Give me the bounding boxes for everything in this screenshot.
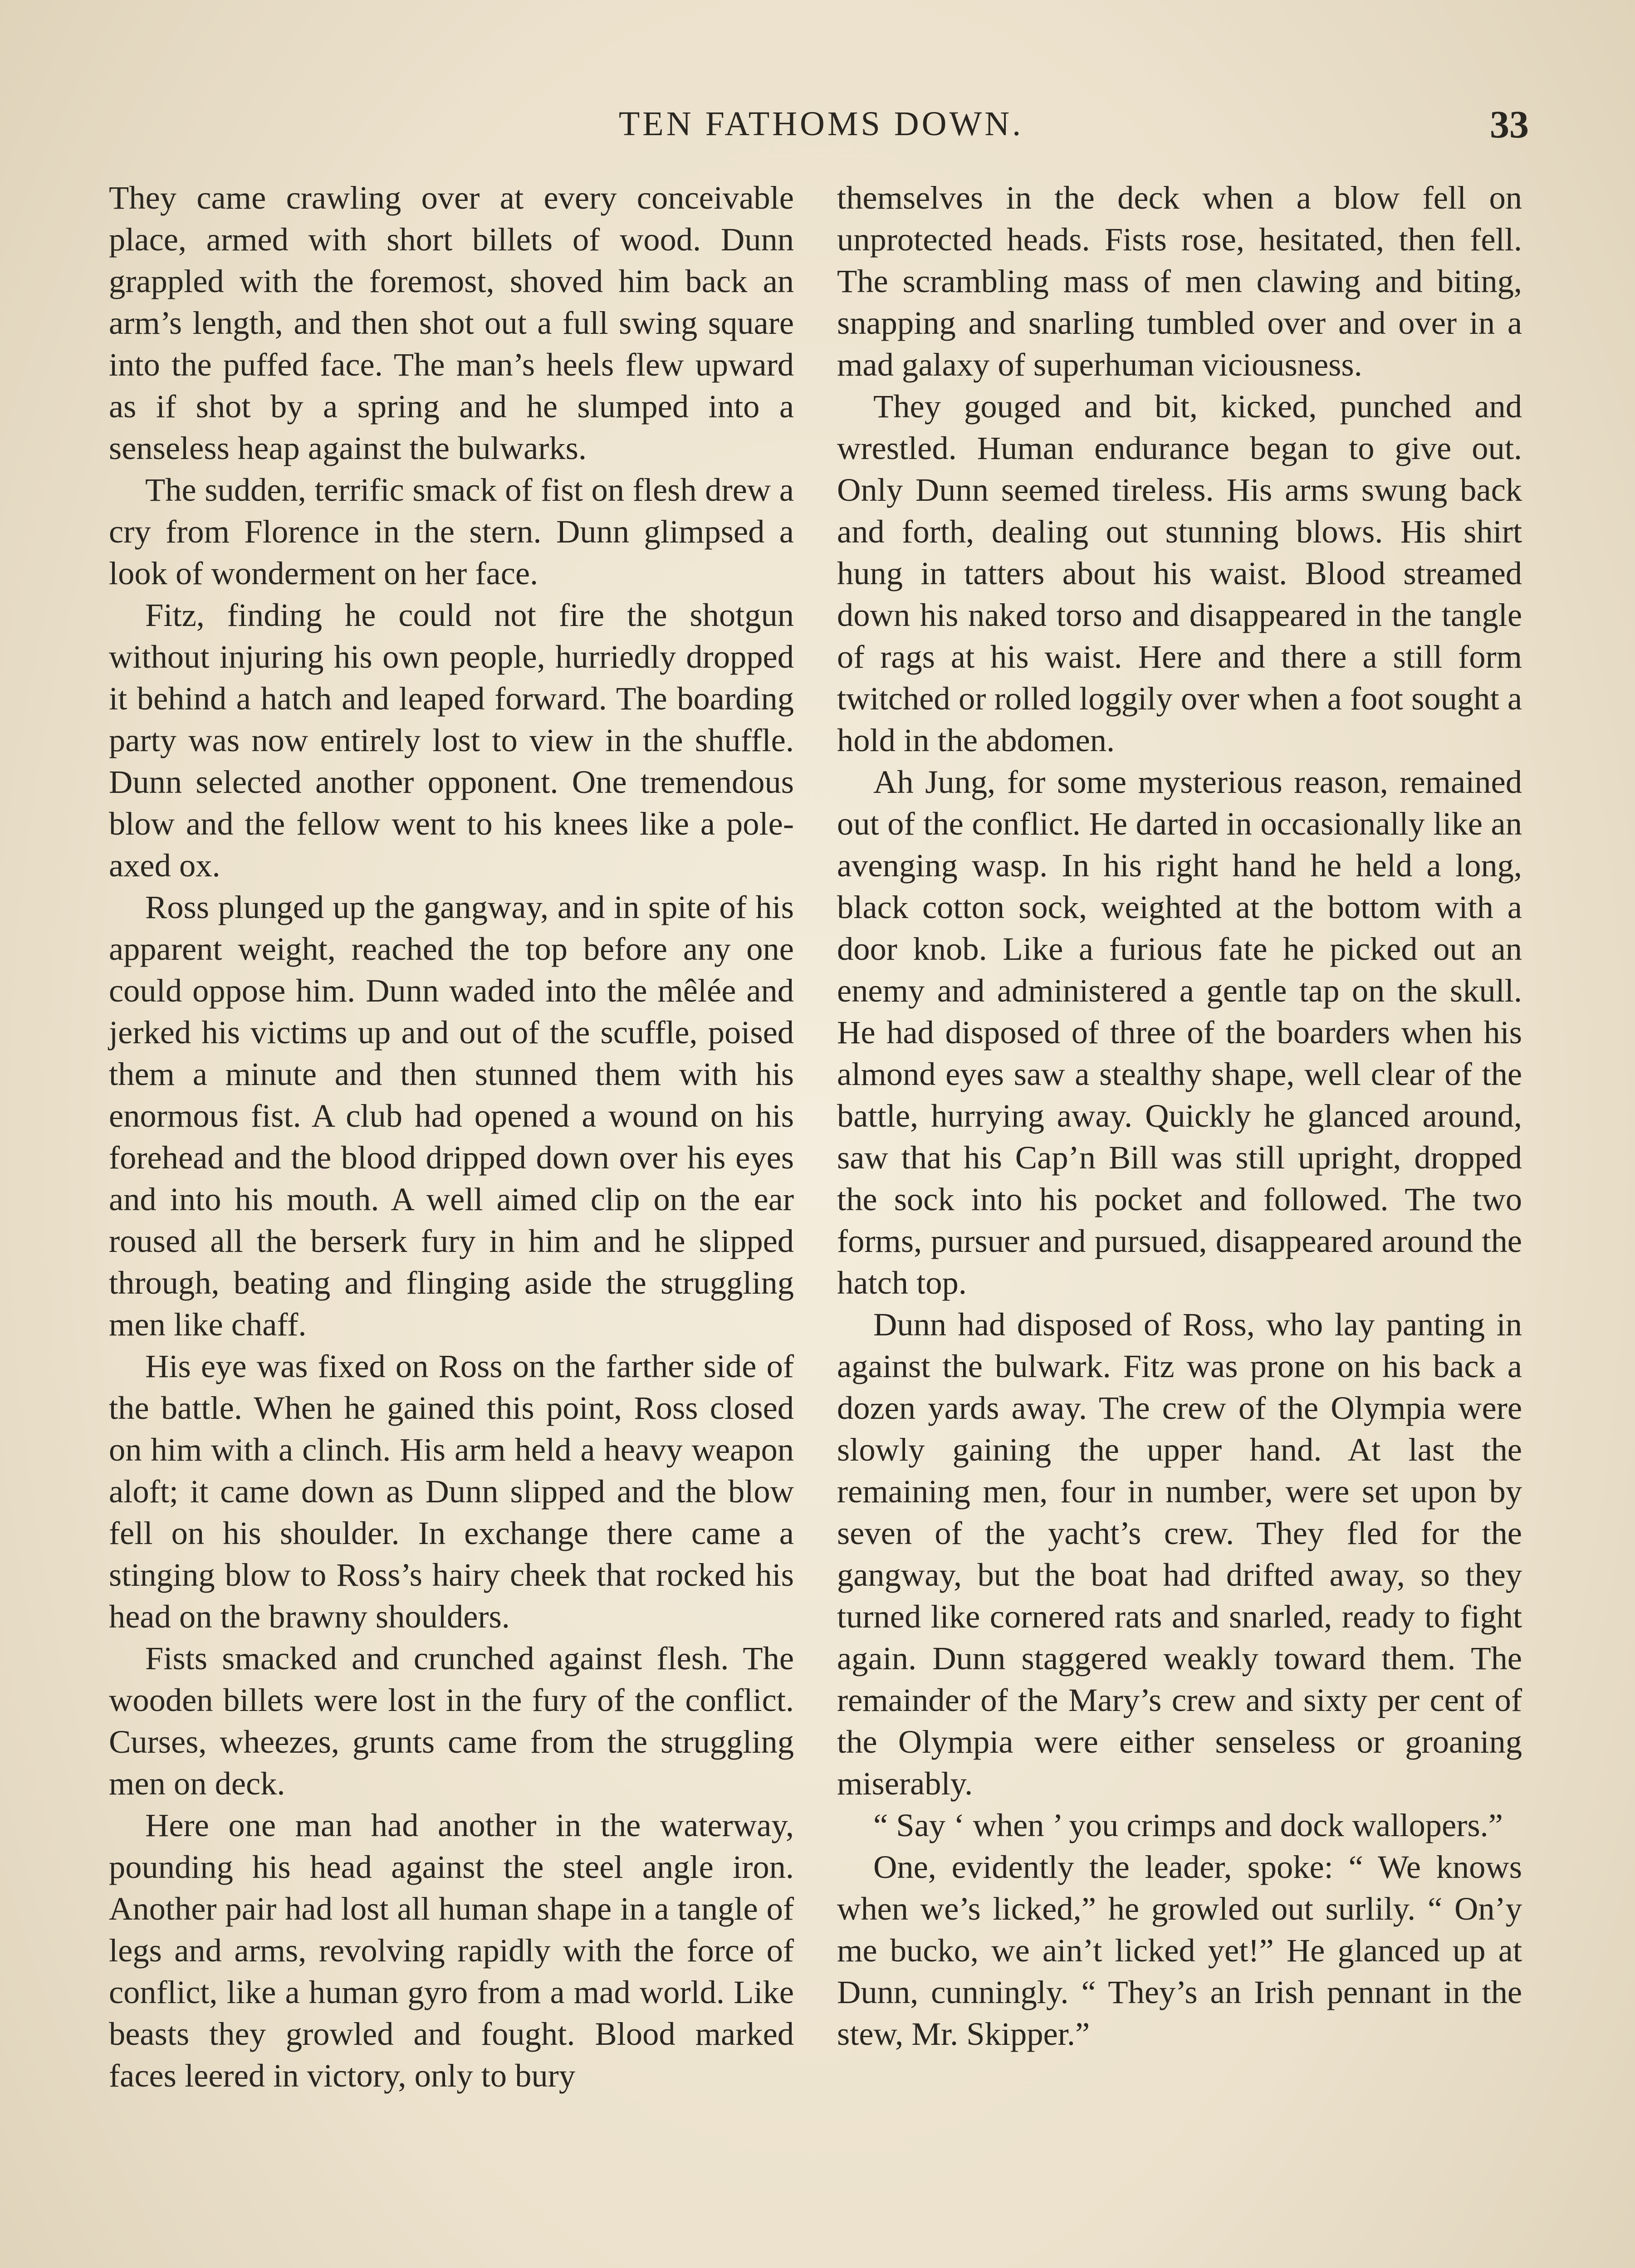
paragraph: Ah Jung, for some mysterious reason, remained out of the conflict. He darted in occasionally like an avenging wasp. In his right hand he held a long, black cotton sock, weighted at the bottom with a door knob. Like a furious fate he picked out an enemy and administered a gentle tap on the skull. He had disposed of three of the boarders when his almond eyes saw a stealthy shape, well clear of the battle, hurrying away. Quickly he glanced around, saw that his Cap’n Bill was still upright, dropped the sock into his pocket and followed. The two forms, pursuer and pursued, disappeared around the hatch top. xyxy=(837,763,1522,1301)
paragraph: Fitz, finding he could not fire the shotgun without injuring his own people, hurriedly dropped it behind a hatch and leaped forward. The boarding party was now entirely lost to view in the shuffle. Dunn selected another opponent. One tremendous blow and the fellow went to his knees like a pole-axed ox. xyxy=(109,596,794,884)
paragraph: Dunn had disposed of Ross, who lay panting in against the bulwark. Fitz was prone on his back a dozen yards away. The crew of the Olympia were slowly gaining the upper hand. At last the remaining men, four in number, were set upon by seven of the yacht’s crew. They fled for the gangway, but the boat had drifted away, so they turned like cornered rats and snarled, ready to fight again. Dunn staggered weakly toward them. The remainder of the Mary’s crew and sixty per cent of the Olympia were either senseless or groaning miserably. xyxy=(837,1306,1522,1802)
paragraph: Fists smacked and crunched against flesh. The wooden billets were lost in the fury of the conflict. Curses, wheezes, grunts came from the struggling men on deck. xyxy=(109,1640,794,1802)
running-head xyxy=(109,91,1533,154)
paragraph: His eye was fixed on Ross on the farther side of the battle. When he gained this point, Ross closed on him with a clinch. His arm held a heavy weapon aloft; it came down as Dunn slipped and the blow fell on his shoulder. In exchange there came a stinging blow to Ross’s hairy cheek that rocked his head on the brawny shoulders. xyxy=(109,1348,794,1635)
left-column xyxy=(109,177,794,2097)
paragraph: They gouged and bit, kicked, punched and wrestled. Human endurance began to give out. Only Dunn seemed tireless. His arms swung back and forth, dealing out stunning blows. His shirt hung in tatters about his waist. Blood streamed down his naked torso and disappeared in the tangle of rags at his waist. Here and there a still form twitched or rolled loggily over when a foot sought a hold in the abdomen. xyxy=(837,388,1522,758)
paragraph: One, evidently the leader, spoke: “ We knows when we’s licked,” he growled out surlily. “ On’y me bucko, we ain’t licked yet!” He glanced up at Dunn, cunningly. “ They’s an Irish pennant in the stew, Mr. Skipper.” xyxy=(837,1848,1522,2052)
paragraph: Ross plunged up the gangway, and in spite of his apparent weight, reached the top before any one could oppose him. Dunn waded into the mêlée and jerked his victims up and out of the scuffle, poised them a minute and then stunned them with his enormous fist. A club had opened a wound on his forehead and the blood dripped down over his eyes and into his mouth. A well aimed clip on the ear roused all the berserk fury in him and he slipped through, beating and flinging aside the struggling men like chaff. xyxy=(109,889,794,1343)
paragraph: Here one man had another in the waterway, pounding his head against the steel angle iron. Another pair had lost all human shape in a tangle of legs and arms, revolving rapidly with the force of conflict, like a human gyro from a mad world. Like beasts they growled and fought. Blood marked faces leered in victory, only to bury xyxy=(109,1807,794,2094)
running-title: TEN FATHOMS DOWN. xyxy=(618,105,1024,143)
paragraph: The sudden, terrific smack of fist on flesh drew a cry from Florence in the stern. Dunn glimpsed a look of wonderment on her face. xyxy=(109,471,794,591)
right-column xyxy=(837,177,1522,2055)
page-number: 33 xyxy=(1490,103,1529,146)
paragraph: They came crawling over at every conceivable place, armed with short billets of wood. Dunn grappled with the foremost, shoved him back an arm’s length, and then shot out a full swing square into the puffed face. The man’s heels flew upward as if shot by a spring and he slumped into a senseless heap against the bulwarks. xyxy=(109,179,794,466)
paragraph: “ Say ‘ when ’ you crimps and dock wallopers.” xyxy=(873,1807,1503,1843)
paragraph-continuation: themselves in the deck when a blow fell on unprotected heads. Fists rose, hesitated, then fell. The scrambling mass of men clawing and biting, snapping and snarling tumbled over and over in a mad galaxy of superhuman viciousness. xyxy=(837,179,1522,383)
